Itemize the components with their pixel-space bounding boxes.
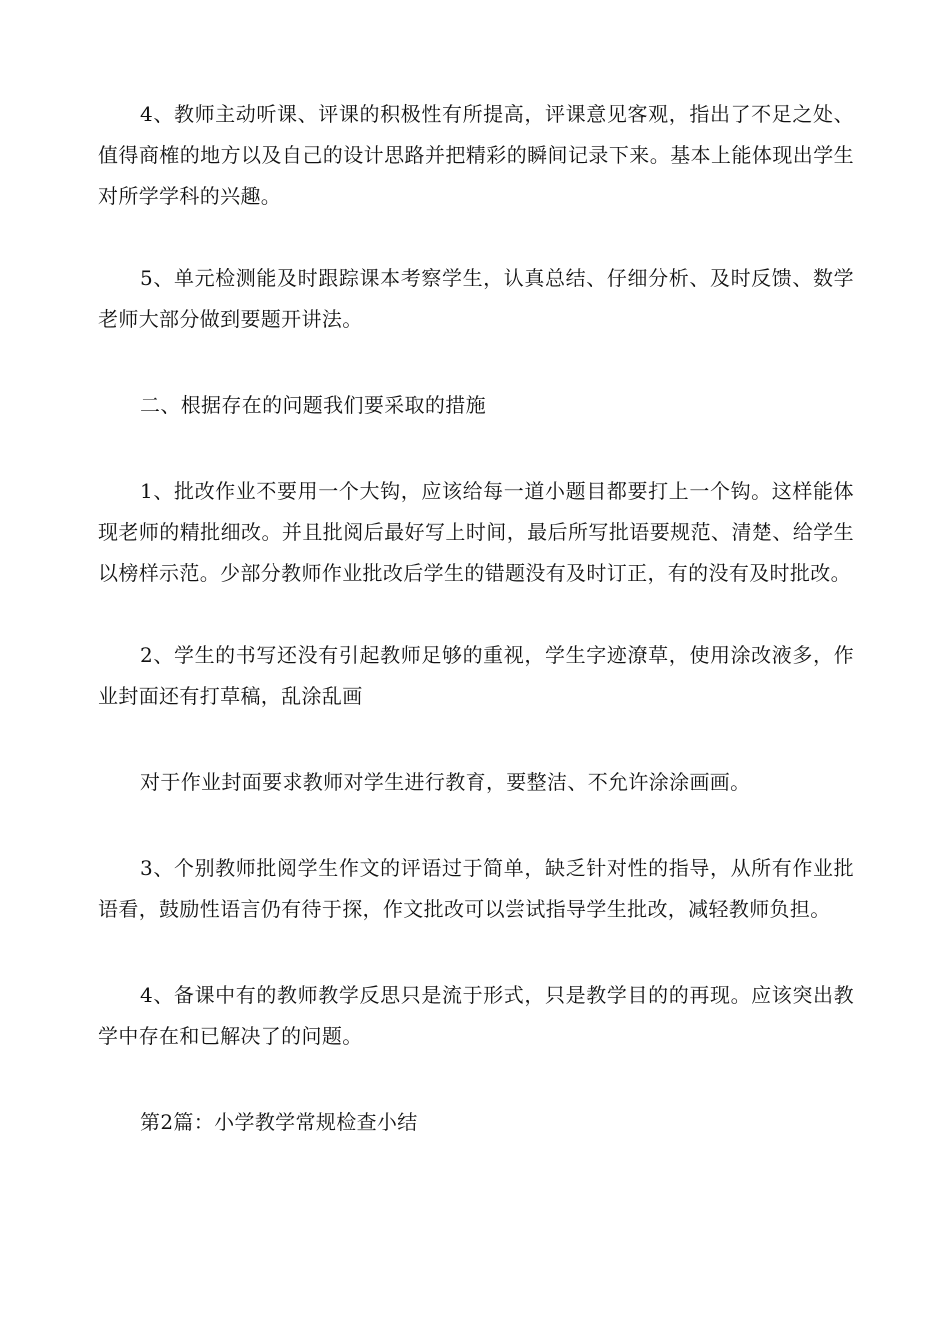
paragraph-student-handwriting: 2、学生的书写还没有引起教师足够的重视，学生字迹潦草，使用涂改液多，作业封面还有打草稿，乱涂乱画 [98, 643, 854, 708]
article-heading-part-2: 第2篇：小学教学常规检查小结 [140, 1110, 418, 1134]
paragraph-unit-testing: 5、单元检测能及时跟踪课本考察学生，认真总结、仔细分析、及时反馈、数学老师大部分做到要题开讲法。 [98, 266, 854, 331]
paragraph-homework-cover: 对于作业封面要求教师对学生进行教育，要整洁、不允许涂涂画画。 [140, 770, 751, 794]
paragraph-teacher-lesson-review: 4、教师主动听课、评课的积极性有所提高，评课意见客观，指出了不足之处、值得商榷的地方以及自己的设计思路并把精彩的瞬间记录下来。基本上能体现出学生对所学学科的兴趣。 [98, 102, 854, 208]
paragraph-lesson-reflection: 4、备课中有的教师教学反思只是流于形式，只是教学目的的再现。应该突出教学中存在和已解决了的问题。 [98, 983, 854, 1048]
document-page [98, 94, 854, 1143]
paragraph-homework-grading: 1、批改作业不要用一个大钩，应该给每一道小题目都要打上一个钩。这样能体现老师的精批细改。并且批阅后最好写上时间，最后所写批语要规范、清楚、给学生以榜样示范。少部分教师作业批改后学生的错题没有及时订正，有的没有及时批改。 [98, 479, 854, 585]
section-heading-measures: 二、根据存在的问题我们要采取的措施 [140, 393, 486, 417]
paragraph-essay-comments: 3、个别教师批阅学生作文的评语过于简单，缺乏针对性的指导，从所有作业批语看，鼓励性语言仍有待于探，作文批改可以尝试指导学生批改，减轻教师负担。 [98, 856, 854, 921]
